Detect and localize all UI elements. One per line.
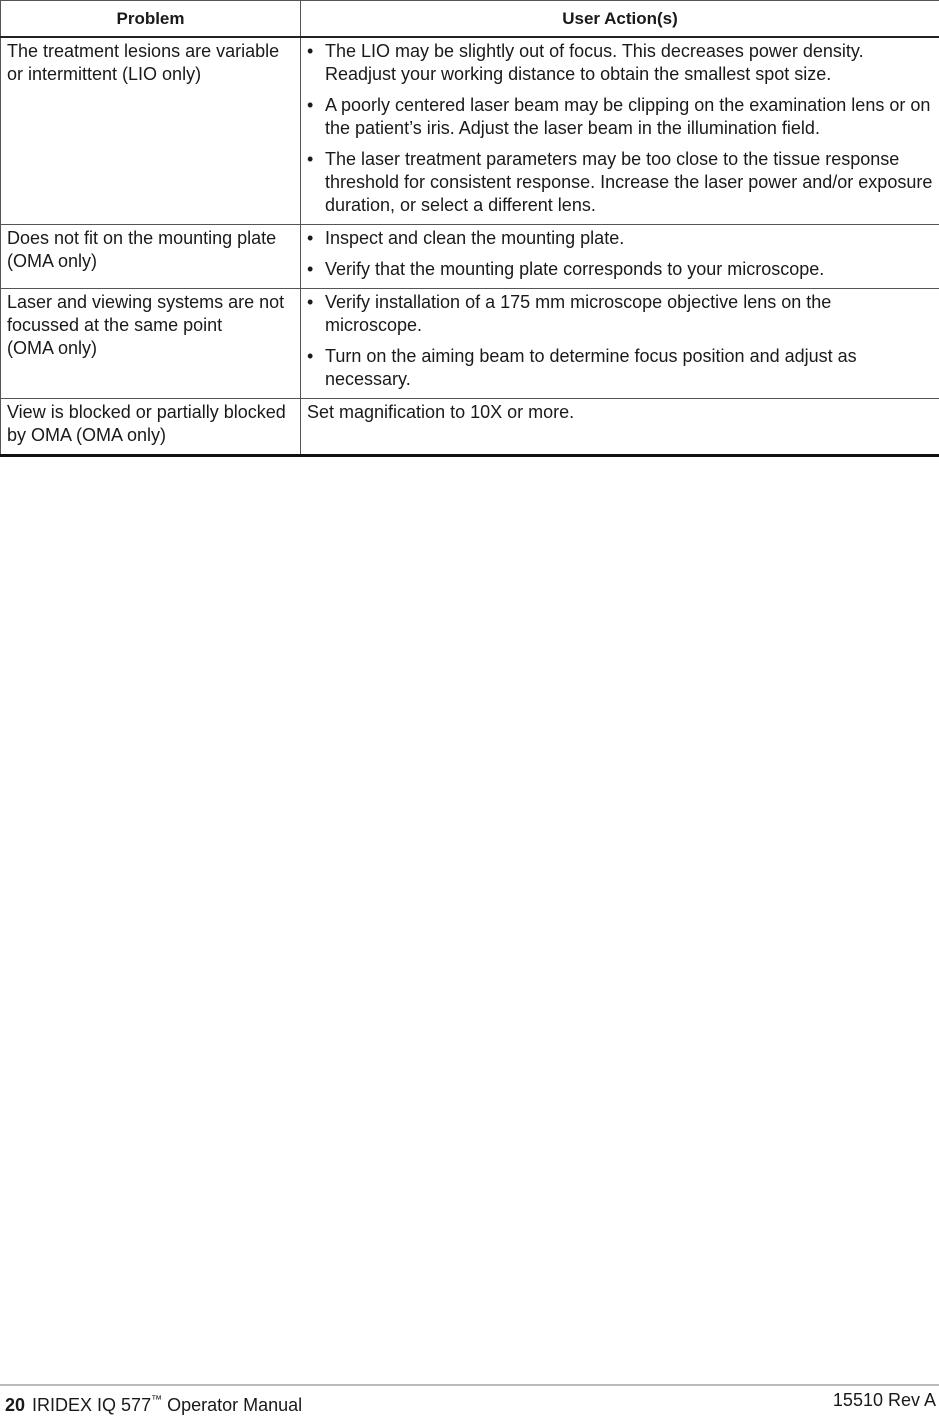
actions-cell [301,289,939,399]
actions-cell [301,225,939,289]
manual-name: IRIDEX IQ 577 [32,1395,151,1415]
column-header-user-actions: User Action(s) [301,1,939,38]
troubleshooting-table [0,0,939,457]
problem-cell: The treatment lesions are variable or intermittent (LIO only) [1,37,301,225]
bullet-icon: • [307,345,313,368]
action-item [307,94,933,140]
table-header-row [1,1,939,38]
table-row [1,399,939,456]
table-row [1,289,939,399]
action-item [307,258,933,281]
action-item [307,148,933,217]
action-item [307,345,933,391]
actions-cell [301,37,939,225]
bullet-icon: • [307,148,313,171]
bullet-icon: • [307,40,313,63]
page-number: 20 [5,1395,25,1415]
action-item [307,40,933,86]
column-header-problem: Problem [1,1,301,38]
action-item [307,291,933,337]
table-row [1,37,939,225]
action-text: The LIO may be slightly out of focus. This decreases power density. Readjust your working distance to obtain the smallest spot size. [325,41,864,84]
trademark-symbol: ™ [151,1394,162,1406]
action-text: The laser treatment parameters may be too close to the tissue response threshold for consistent response. Increase the laser power and/or exposure duration, or select a different lens. [325,149,932,215]
document-revision: 15510 Rev A [833,1389,936,1411]
action-list [307,291,933,391]
problem-cell [1,289,301,399]
action-list [307,227,933,281]
problem-line: (OMA only) [7,337,292,360]
action-text: Inspect and clean the mounting plate. [325,228,624,248]
footer-divider [0,1384,939,1386]
manual-title-suffix: Operator Manual [167,1395,302,1415]
action-text: A poorly centered laser beam may be clipping on the examination lens or on the patient’s iris. Adjust the laser beam in the illumination field. [325,95,930,138]
bullet-icon: • [307,258,313,281]
problem-line: Laser and viewing systems are not focussed at the same point [7,291,292,337]
actions-cell: Set magnification to 10X or more. [301,399,939,456]
problem-cell: Does not fit on the mounting plate (OMA only) [1,225,301,289]
problem-cell: View is blocked or partially blocked by OMA (OMA only) [1,399,301,456]
bullet-icon: • [307,94,313,117]
action-item [307,227,933,250]
bullet-icon: • [307,291,313,314]
table-row [1,225,939,289]
action-text: Verify that the mounting plate corresponds to your microscope. [325,259,824,279]
bullet-icon: • [307,227,313,250]
action-text: Turn on the aiming beam to determine focus position and adjust as necessary. [325,346,857,389]
action-list [307,40,933,217]
action-text: Verify installation of a 175 mm microscope objective lens on the microscope. [325,292,831,335]
